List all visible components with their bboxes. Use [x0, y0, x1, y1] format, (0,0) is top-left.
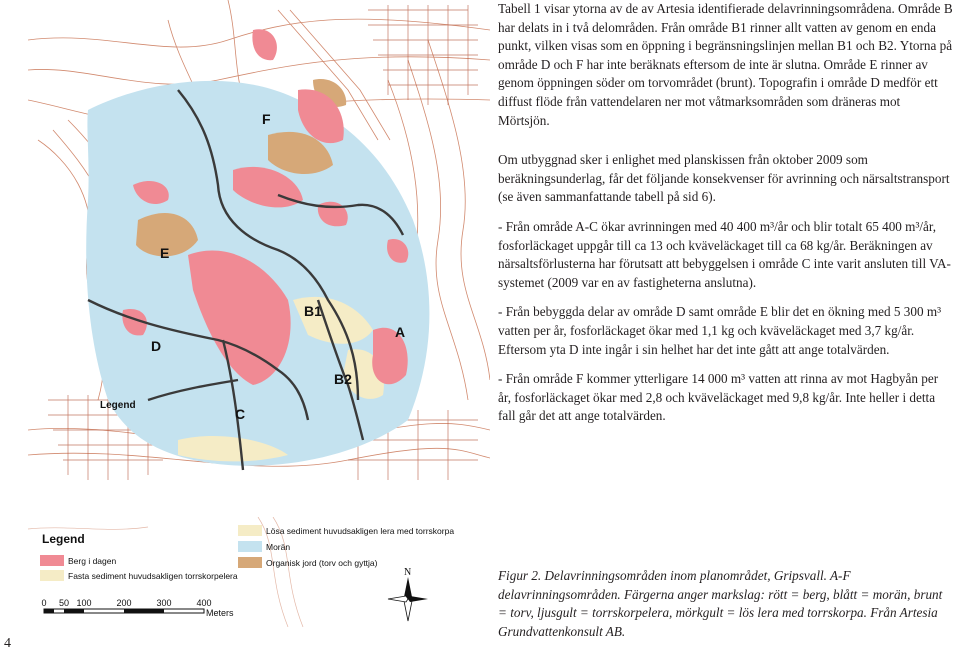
legend-swatch-organisk-jord — [238, 557, 262, 568]
area-label-b1: B1 — [304, 303, 322, 319]
scale-tick-400: 400 — [196, 598, 212, 608]
bullet-area-a-c: - Från område A-C ökar avrinningen med 40 400 m³/år och blir totalt 65 400 m³/år, fosforläckaget uppgår till ca 13 och kväveläckaget till ca 68 kg/år. Beräkningen av närsaltsförlusterna har förutsatt att bebyggelsen i område C inte varit ansluten till VA-systemet (2009 var en av fastigheterna anslutna). — [498, 218, 951, 290]
legend-label-losa-sediment: Lösa sediment huvudsakligen lera med torrskorpa — [266, 526, 455, 536]
area-label-e: E — [160, 245, 170, 261]
legend-label-fasta-sediment: Fasta sediment huvudsakligen torrskorpelera — [68, 571, 238, 581]
area-label-b2: B2 — [334, 371, 352, 387]
legend-label-berg: Berg i dagen — [68, 556, 117, 566]
scale-tick-0: 0 — [41, 598, 47, 608]
page-number: 4 — [4, 636, 11, 651]
scale-unit: Meters — [206, 608, 234, 618]
legend-label-moran: Morän — [266, 542, 291, 552]
area-label-a: A — [395, 324, 406, 340]
map-legend-stub: Legend — [100, 400, 136, 411]
legend-title: Legend — [42, 532, 85, 546]
scale-bar — [41, 598, 234, 618]
legend-swatch-moran — [238, 541, 262, 552]
area-label-f: F — [262, 111, 271, 127]
legend-swatch-losa-sediment — [238, 525, 262, 536]
legend-label-organisk-jord: Organisk jord (torv och gyttja) — [266, 558, 378, 568]
paragraph-consequences: Om utbyggnad sker i enlighet med planskissen från oktober 2009 som beräkningsunderlag, får det följande konsekvenser för avrinning och närsaltstransport (se även sammanfattande tabell på sid 6). — [498, 152, 950, 205]
paragraph-intro: Tabell 1 visar ytorna av de av Artesia identifierade delavrinningsområdena. Område B har delats in i två delområden. Från område B1 rinner allt vatten av genom en enda punkt, vilken visas som en öppning i begränsningslinjen mellan B1 och B2. Ytorna på område D och F har inte beräknats eftersom de inte är slutna. Område E rinner av genom öppningen söder om torvområdet (brunt). Topografin i område D medför ett diffust flöde från vattendelaren ner mot våtmarksområden som dräneras mot Mörtsjön. — [498, 1, 953, 128]
map-legend — [28, 517, 490, 627]
area-label-c: C — [235, 406, 246, 422]
north-label: N — [404, 567, 412, 578]
bullet-area-f: - Från område F kommer ytterligare 14 000 m³ vatten att rinna av mot Hagbyån per år, fosforläckaget ökar med 2,8 och kväveläckaget med 9,8 kg/år. Inte heller i detta fall går det att ange totalvärden. — [498, 371, 939, 424]
legend-swatch-fasta-sediment — [40, 570, 64, 581]
legend-swatch-berg — [40, 555, 64, 566]
scale-tick-100: 100 — [76, 598, 92, 608]
area-label-d: D — [151, 338, 162, 354]
body-text — [498, 0, 954, 426]
figure-caption: Figur 2. Delavrinningsområden inom planområdet, Gripsvall. A-F delavrinningsområden. Färgerna anger markslag: rött = berg, blått = morän, brunt = torv, ljusgult = torrskorpelera, mörkgult = lös lera med torrskorpa. Från Artesia Grundvattenkonsult AB. — [498, 568, 943, 639]
subcatchment-map — [28, 0, 490, 487]
bullet-area-d-e: - Från bebyggda delar av område D samt område E blir det en ökning med 5 300 m³ vatten per år, fosforläckaget ökar med 1,1 kg och kväveläckaget med 3,7 kg/år. Eftersom yta D inte ingår i sin helhet har det inte gått att ange totalvärden. — [498, 304, 942, 357]
scale-tick-300: 300 — [156, 598, 172, 608]
scale-tick-50: 50 — [58, 598, 70, 608]
north-arrow-icon — [388, 577, 428, 621]
scale-tick-200: 200 — [116, 598, 132, 608]
